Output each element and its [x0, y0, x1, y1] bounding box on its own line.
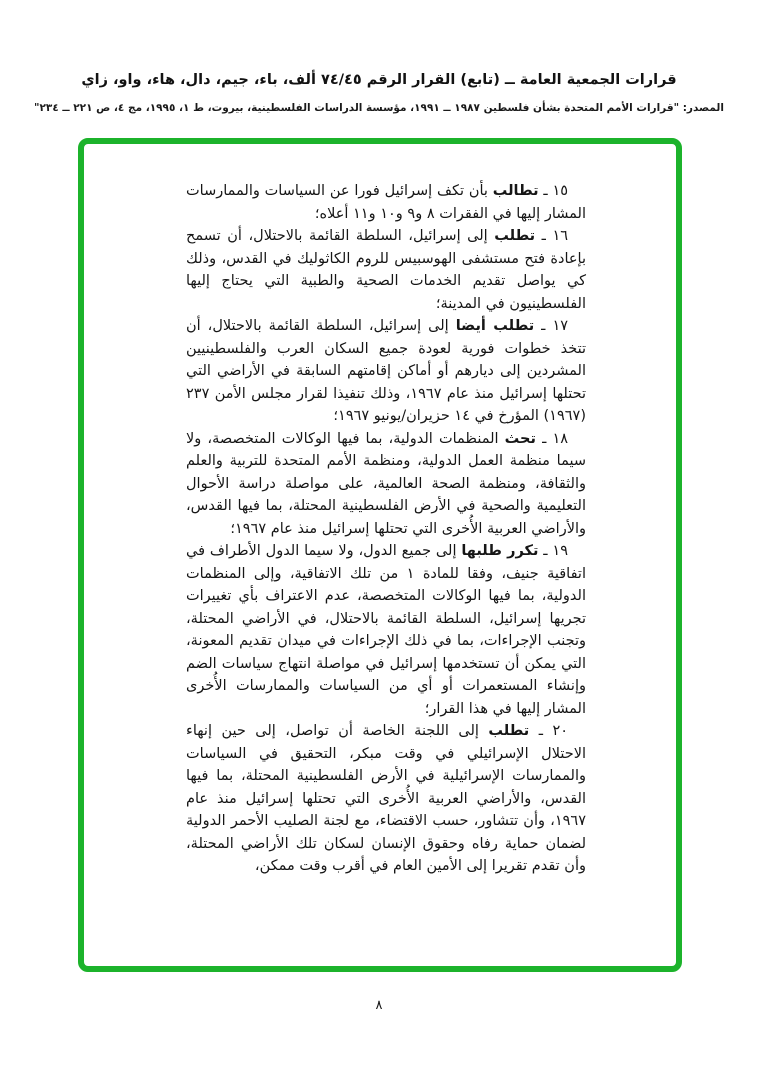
paragraph-body-text: إلى اللجنة الخاصة أن تواصل، إلى حين إنهاء الاحتلال الإسرائيلي في وقت مبكر، التحقيق في السياسات والممارسات الإسرائيلية في الأرض الفلسطينية المحتلة، بما فيها القدس، والأراضي العربية الأُخرى التي تحتلها إسرائيل منذ عام ١٩٦٧، وأن تتشاور، حسب الاقتضاء، مع لجنة الصليب الأحمر الدولية لضمان حماية رفاه وحقوق الإنسان لسكان تلك الأراضي المحتلة، وأن تقدم تقريرا إلى الأمين العام في أقرب وقت ممكن،: [186, 723, 586, 874]
source-citation-line: المصدر: "قرارات الأمم المتحدة بشأن فلسطين ١٩٨٧ ــ ١٩٩١، مؤسسة الدراسات الفلسطينية، بيروت، ط ١، ١٩٩٥، مج ٤، ص ٢٢١ ــ ٢٣٤": [34, 102, 724, 114]
resolution-paragraph-20: [186, 720, 586, 878]
paragraph-number: ١٩ ـ: [543, 543, 568, 559]
paragraph-number: ١٦ ـ: [541, 228, 569, 244]
paragraph-number: ١٨ ـ: [542, 430, 569, 447]
paragraph-operative-verb: تطلب: [494, 228, 536, 244]
resolution-paragraph-15: [186, 180, 586, 225]
paragraph-operative-verb: تكرر طلبها: [461, 543, 539, 559]
green-border-frame: [78, 138, 682, 972]
paragraph-body-text: المنظمات الدولية، بما فيها الوكالات المتخصصة، ولا سيما منظمة العمل الدولية، ومنظمة الأمم المتحدة للتربية والعلم والثقافة، ومنظمة الصحة العالمية، على مواصلة دراسة الأحوال التعليمية والصحية في الأرض الفلسطينية المحتلة، بما فيها القدس، والأراضي العربية الأُخرى التي تحتلها إسرائيل منذ عام ١٩٦٧؛: [186, 430, 586, 537]
paragraph-number: ٢٠ ـ: [538, 723, 569, 739]
paragraph-operative-verb: تحث: [504, 430, 536, 447]
resolution-paragraph-17: [186, 315, 586, 428]
paragraph-body-text: إلى جميع الدول، ولا سيما الدول الأطراف في اتفاقية جنيف، وفقا للمادة ١ من تلك الاتفاقية، وإلى المنظمات الدولية، بما فيها الوكالات المتخصصة، عدم الاعتراف بأي تغييرات تجريها إسرائيل، السلطة القائمة بالاحتلال، في الأراضي المحتلة، وتجنب الإجراءات، بما في ذلك الإجراءات في ميدان تقديم المعونة، التي يمكن أن تستخدمها إسرائيل في مواصلة انتهاج سياسات الضم وإنشاء المستعمرات أو أي من السياسات والممارسات الأُخرى المشار إليها في هذا القرار؛: [186, 543, 586, 717]
paragraph-operative-verb: تطلب أيضا: [455, 318, 535, 334]
page-number: ٨: [375, 998, 383, 1013]
page-title: قرارات الجمعية العامة ــ (تابع) القرار الرقم ٧٤/٤٥ ألف، باء، جيم، دال، هاء، واو، زاي: [81, 72, 677, 88]
paragraph-number: ١٧ ـ: [541, 318, 569, 334]
resolution-paragraph-19: [186, 540, 586, 720]
paragraph-body-text: بأن تكف إسرائيل فورا عن السياسات والممارسات المشار إليها في الفقرات ٨ و٩ و١٠ و١١ أعلاه؛: [186, 183, 586, 222]
paragraph-body-text: إلى إسرائيل، السلطة القائمة بالاحتلال، أن تسمح بإعادة فتح مستشفى الهوسبيس للروم الكاثوليك في القدس، وذلك كي يواصل تقديم الخدمات الصحية والطبية التي يحتاج إليها الفلسطينيون في المدينة؛: [186, 228, 586, 312]
resolution-paragraph-16: [186, 225, 586, 315]
paragraph-body-text: إلى إسرائيل، السلطة القائمة بالاحتلال، أن تتخذ خطوات فورية لعودة جميع السكان العرب والفلسطينيين المشردين إلى ديارهم أو أماكن إقامتهم السابقة في الأراضي التي تحتلها إسرائيل منذ عام ١٩٦٧، وذلك تنفيذا لقرار مجلس الأمن ٢٣٧ (١٩٦٧) المؤرخ في ١٤ حزيران/يونيو ١٩٦٧؛: [186, 318, 586, 424]
paragraph-operative-verb: تطالب: [492, 183, 539, 199]
resolution-paragraph-18: [186, 428, 586, 541]
paragraph-number: ١٥ ـ: [543, 183, 569, 199]
resolution-text-column: [186, 180, 586, 878]
paragraph-operative-verb: تطلب: [488, 723, 530, 739]
